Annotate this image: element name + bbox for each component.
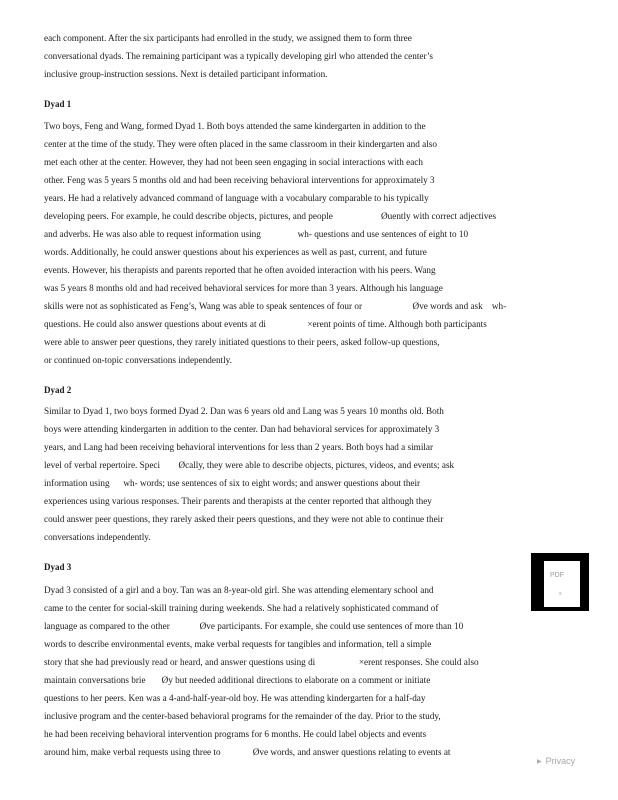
dyad3-line: inclusive program and the center-based behavioral programs for the remainder of the day. Prior to the study, [44,711,441,721]
intro-line: conversational dyads. The remaining participant was a typically developing girl who attended the center’s [44,51,433,61]
dyad2-line: level of verbal repertoire. Speci Øcally, they were able to describe objects, pictures, videos, and events; ask [44,460,455,470]
dyad3-line: Dyad 3 consisted of a girl and a boy. Tan was an 8-year-old girl. She was attending elementary school and [44,585,434,595]
dyad2-line: conversations independently. [44,532,151,542]
dyad3-line: words to describe environmental events, make verbal requests for tangibles and information, tell a simple [44,639,432,649]
intro-line: each component. After the six participants had enrolled in the study, we assigned them to form three [44,33,412,43]
pdf-widget-panel [544,561,580,607]
intro-line: inclusive group-instruction sessions. Next is detailed participant information. [44,69,328,79]
dyad3-line: questions to her peers. Ken was a 4-and-half-year-old boy. He was attending kindergarten for a half-day [44,693,426,703]
pdf-download-widget[interactable] [531,553,589,611]
dyad1-line: other. Feng was 5 years 5 months old and had been receiving behavioral interventions for approximately 3 [44,175,435,185]
dyad1-line: skills were not as sophisticated as Feng’s, Wang was able to speak sentences of four or Øve words and ask wh- [44,301,507,311]
dyad1-line: center at the time of the study. They were often placed in the same classroom in their kindergarten and also [44,139,437,149]
dyad3-line: around him, make verbal requests using three to Øve words, and answer questions relating to events at [44,747,451,757]
dyad1-line: met each other at the center. However, they had not been seen engaging in social interactions with each [44,157,423,167]
privacy-label: Privacy [545,756,576,766]
dyad1-line: was 5 years 8 months old and had received behavioral services for more than 3 years. Although his language [44,283,443,293]
section-heading-dyad-2: Dyad 2 [44,385,72,395]
dyad1-line: developing peers. For example, he could describe objects, pictures, and people Øuently with correct adjectives [44,211,497,221]
dyad2-line: boys were attending kindergarten in addition to the center. Dan had behavioral services for approximately 3 [44,424,440,434]
dyad1-line: Two boys, Feng and Wang, formed Dyad 1. Both boys attended the same kindergarten in addition to the [44,121,426,131]
dyad1-line: words. Additionally, he could answer questions about his experiences as well as past, current, and future [44,247,427,257]
dyad1-line: years. He had a relatively advanced command of language with a vocabulary comparable to his typically [44,193,429,203]
dyad1-line: and adverbs. He was also able to request information using wh- questions and use sentences of eight to 10 [44,229,469,239]
dyad2-line: experiences using various responses. Their parents and therapists at the center reported that although they [44,496,432,506]
dyad2-line: years, and Lang had been receiving behavioral interventions for less than 2 years. Both boys had a similar [44,442,434,452]
section-heading-dyad-1: Dyad 1 [44,99,72,109]
dyad1-line: were able to answer peer questions, they rarely initiated questions to their peers, asked follow-up questions, [44,337,440,347]
dyad3-line: maintain conversations brie Øy but needed additional directions to elaborate on a comment or initiate [44,675,431,685]
pdf-widget-label: PDF [550,572,564,579]
pdf-widget-icon: ≡ [559,591,562,597]
dyad2-line: could answer peer questions, they rarely asked their peers questions, and they were not able to continue their [44,514,444,524]
play-arrow-icon: ▶ [537,759,542,765]
dyad3-line: language as compared to the other Øve participants. For example, she could use sentences of more than 10 [44,621,464,631]
dyad1-line: events. However, his therapists and parents reported that he often avoided interaction with his peers. Wang [44,265,436,275]
dyad1-line: or continued on-topic conversations independently. [44,355,232,365]
dyad2-line: Similar to Dyad 1, two boys formed Dyad 2. Dan was 6 years old and Lang was 5 years 10 months old. Both [44,406,444,416]
section-heading-dyad-3: Dyad 3 [44,562,72,572]
dyad3-line: story that she had previously read or heard, and answer questions using di ×erent responses. She could also [44,657,479,667]
dyad1-line: questions. He could also answer questions about events at di ×erent points of time. Although both participants [44,319,487,329]
dyad2-line: information using wh- words; use sentences of six to eight words; and answer questions about their [44,478,421,488]
dyad3-line: he had been receiving behavioral intervention programs for 6 months. He could label objects and events [44,729,427,739]
privacy-link[interactable] [537,756,575,766]
dyad3-line: came to the center for social-skill training during weekends. She had a relatively sophisticated command of [44,603,439,613]
